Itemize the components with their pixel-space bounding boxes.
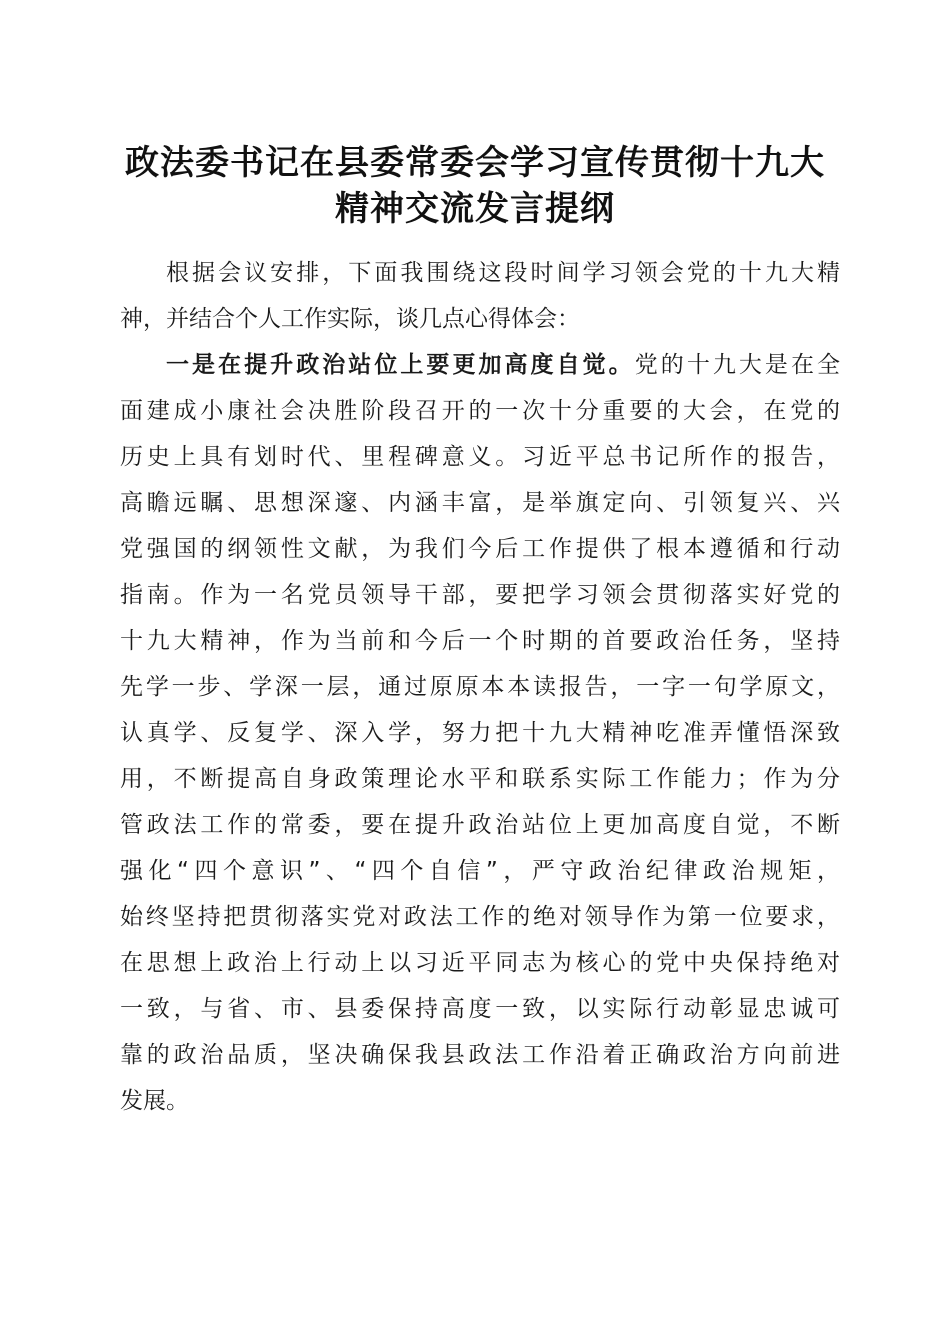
section1-line: 历史上具有划时代、里程碑意义。习近平总书记所作的报告， [120,444,840,470]
section1-line: 党强国的纲领性文献，为我们今后工作提供了根本遵循和行动 [120,536,840,562]
section1-line: 先学一步、学深一层，通过原原本本读报告，一字一句学原文， [120,674,840,700]
section1-line: 认真学、反复学、深入学，努力把十九大精神吃准弄懂悟深致 [120,720,840,746]
section1-line: 指南。作为一名党员领导干部，要把学习领会贯彻落实好党的 [120,582,840,608]
section1-line: 靠的政治品质，坚决确保我县政法工作沿着正确政治方向前进 [120,1042,840,1068]
section1-first-line-rest: 党的十九大是在全 [634,352,841,378]
section1-line: 发展。 [120,1088,189,1114]
section1-line: 一致，与省、市、县委保持高度一致，以实际行动彰显忠诚可 [120,996,840,1022]
document-title-line-2: 精神交流发言提纲 [335,189,615,229]
section1-line: 强化“四个意识”、“四个自信”，严守政治纪律政治规矩， [120,858,840,884]
intro-line: 神，并结合个人工作实际，谈几点心得体会： [120,306,580,332]
section1-line: 始终坚持把贯彻落实党对政法工作的绝对领导作为第一位要求， [120,904,840,930]
section1-line: 在思想上政治上行动上以习近平同志为核心的党中央保持绝对 [120,950,840,976]
document-title-line-1: 政法委书记在县委常委会学习宣传贯彻十九大 [125,143,825,183]
intro-line: 根据会议安排，下面我围绕这段时间学习领会党的十九大精 [166,260,840,286]
section1-line: 十九大精神，作为当前和今后一个时期的首要政治任务，坚持 [120,628,840,654]
section1-lead: 一是在提升政治站位上要更加高度自觉。 [166,351,635,378]
section1-line: 面建成小康社会决胜阶段召开的一次十分重要的大会，在党的 [120,398,840,424]
section1-line: 高瞻远瞩、思想深邃、内涵丰富，是举旗定向、引领复兴、兴 [120,490,840,516]
section1-line: 管政法工作的常委，要在提升政治站位上更加高度自觉，不断 [120,812,840,838]
section1-first-line [120,342,840,388]
section1-line: 用，不断提高自身政策理论水平和联系实际工作能力；作为分 [120,766,840,792]
